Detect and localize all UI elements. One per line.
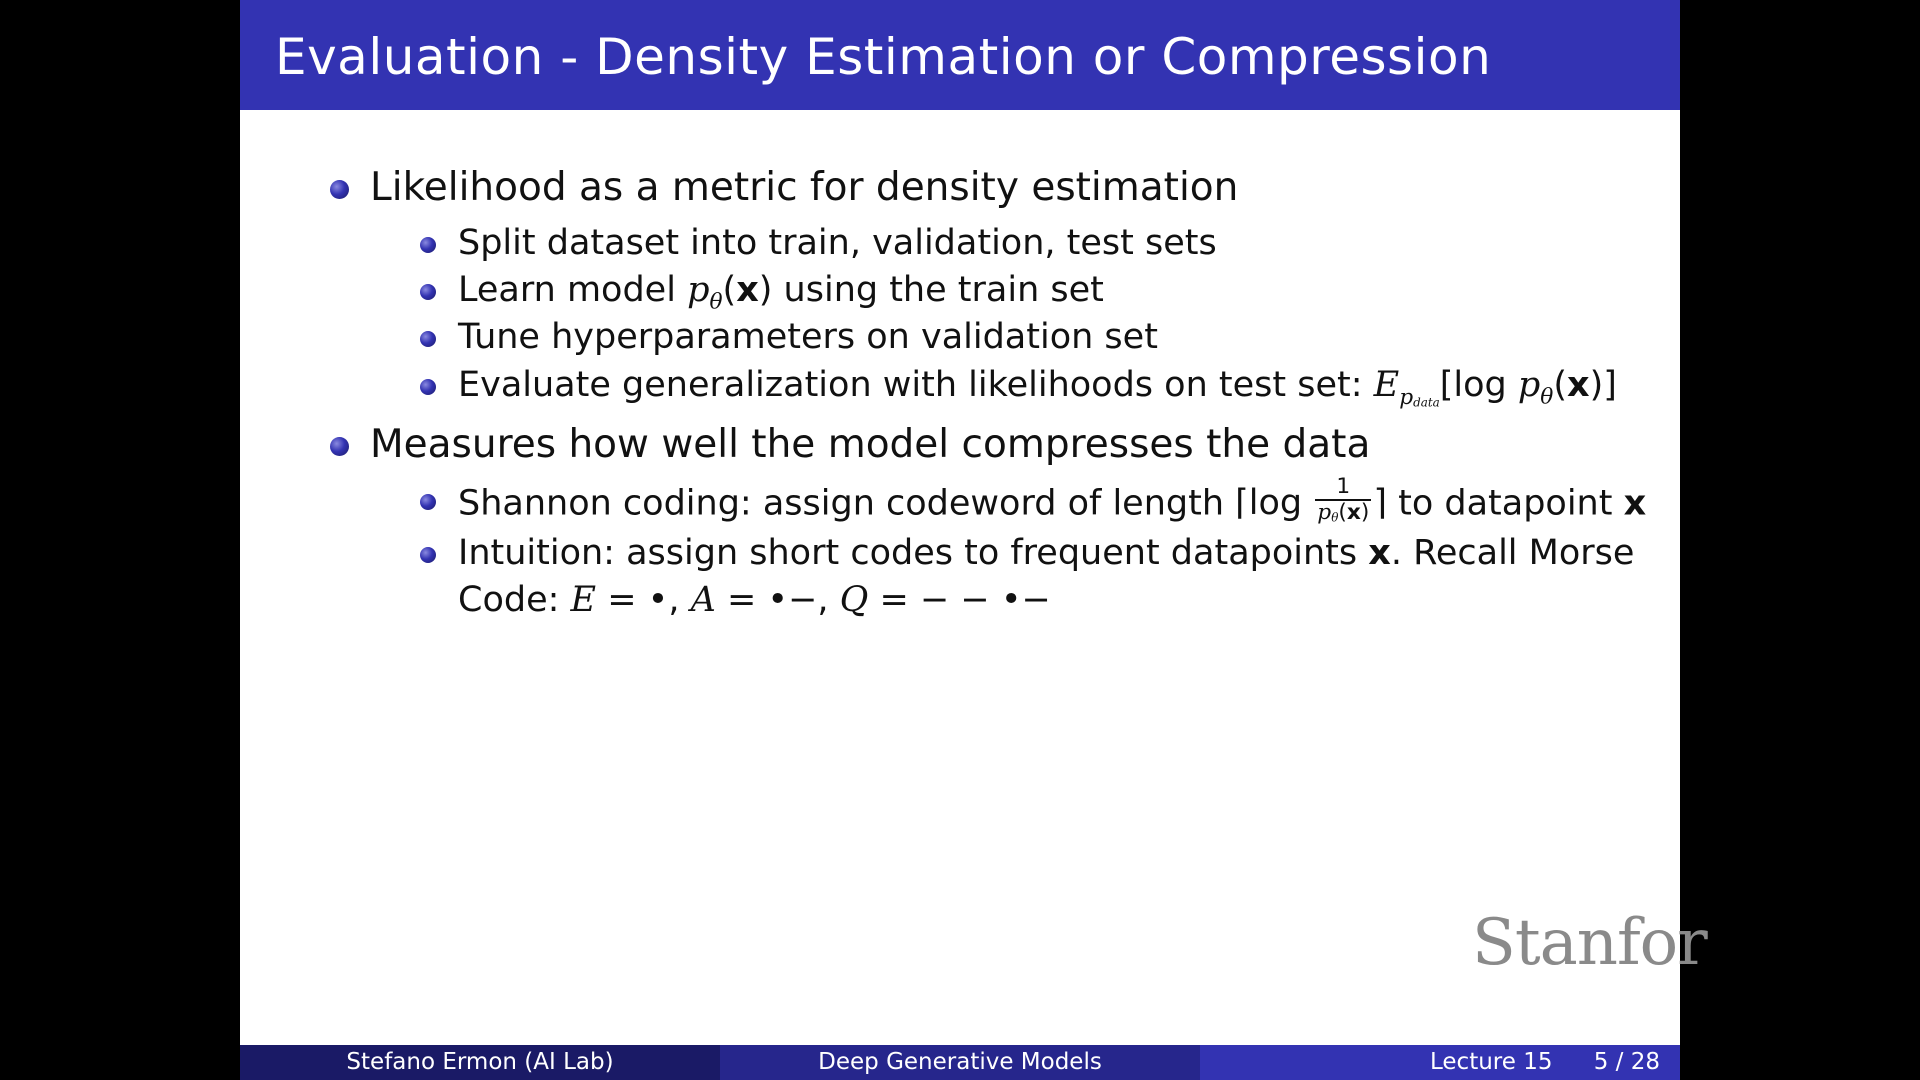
bullet-text: using the train set [772, 270, 1104, 310]
bullet-tune-hyperparameters [458, 317, 1158, 357]
bullet-text: Shannon coding: assign codeword of length [458, 483, 1236, 524]
math-x: x [1368, 533, 1391, 573]
math-p-theta-x: $p_\theta(x)$ [687, 270, 773, 315]
bullet-text: . Recall Morse [1390, 533, 1635, 573]
footer [240, 1045, 1680, 1080]
title-bar [240, 0, 1680, 110]
bullet-marker-icon [330, 180, 349, 199]
bullet-intuition [458, 533, 1634, 573]
footer-lecture: Lecture 15 [1430, 1049, 1553, 1075]
bullet-marker-icon [420, 547, 436, 563]
bullet-marker-icon [420, 379, 436, 395]
math-morse-codes: E = •, A = •−, Q = − − •− [570, 580, 1051, 620]
footer-page-number: 5 / 28 [1593, 1049, 1660, 1075]
math-expected-log-likelihood: $E_{p_{data}}[\log$ $p_\theta(x)$] [1373, 365, 1617, 410]
footer-author: Stefano Ermon (AI Lab) [240, 1045, 720, 1080]
bullet-evaluate-generalization [458, 365, 1617, 410]
bullet-marker-icon [330, 437, 349, 456]
stanford-logo: Stanfor [1472, 906, 1707, 980]
bullet-text: Evaluate generalization with likelihoods on test set: [458, 365, 1374, 405]
bullet-marker-icon [420, 237, 436, 253]
bullet-text: Measures how well the model compresses the data [370, 422, 1371, 467]
slide [240, 0, 1707, 1080]
bullet-marker-icon [420, 331, 436, 347]
bullet-learn-model [458, 270, 1104, 315]
bullet-split-dataset [458, 223, 1217, 263]
footer-right [1200, 1045, 1680, 1080]
slide-title: Evaluation - Density Estimation or Compression [275, 28, 1492, 86]
bullet-text: to datapoint [1386, 483, 1624, 524]
bullet-marker-icon [420, 494, 436, 510]
bullet-marker-icon [420, 284, 436, 300]
bullet-compression [370, 422, 1370, 467]
bullet-text: Learn model [458, 270, 688, 310]
bullet-shannon-coding [458, 474, 1647, 529]
bullet-text: Intuition: assign short codes to frequent datapoints [458, 533, 1369, 573]
bullet-text: Split dataset into train, validation, test sets [458, 223, 1217, 263]
footer-course: Deep Generative Models [720, 1045, 1200, 1080]
bullet-likelihood [370, 165, 1238, 210]
bullet-text: Likelihood as a metric for density estimation [370, 165, 1239, 210]
bullet-text: Code: [458, 580, 571, 620]
math-x: x [1623, 483, 1647, 524]
bullet-text: Tune hyperparameters on validation set [458, 317, 1158, 357]
bullet-intuition-continued [458, 580, 1051, 620]
math-codeword-length: ⌈log $\frac{1}{p_\theta(x)}$ ⌉ [1235, 474, 1387, 525]
